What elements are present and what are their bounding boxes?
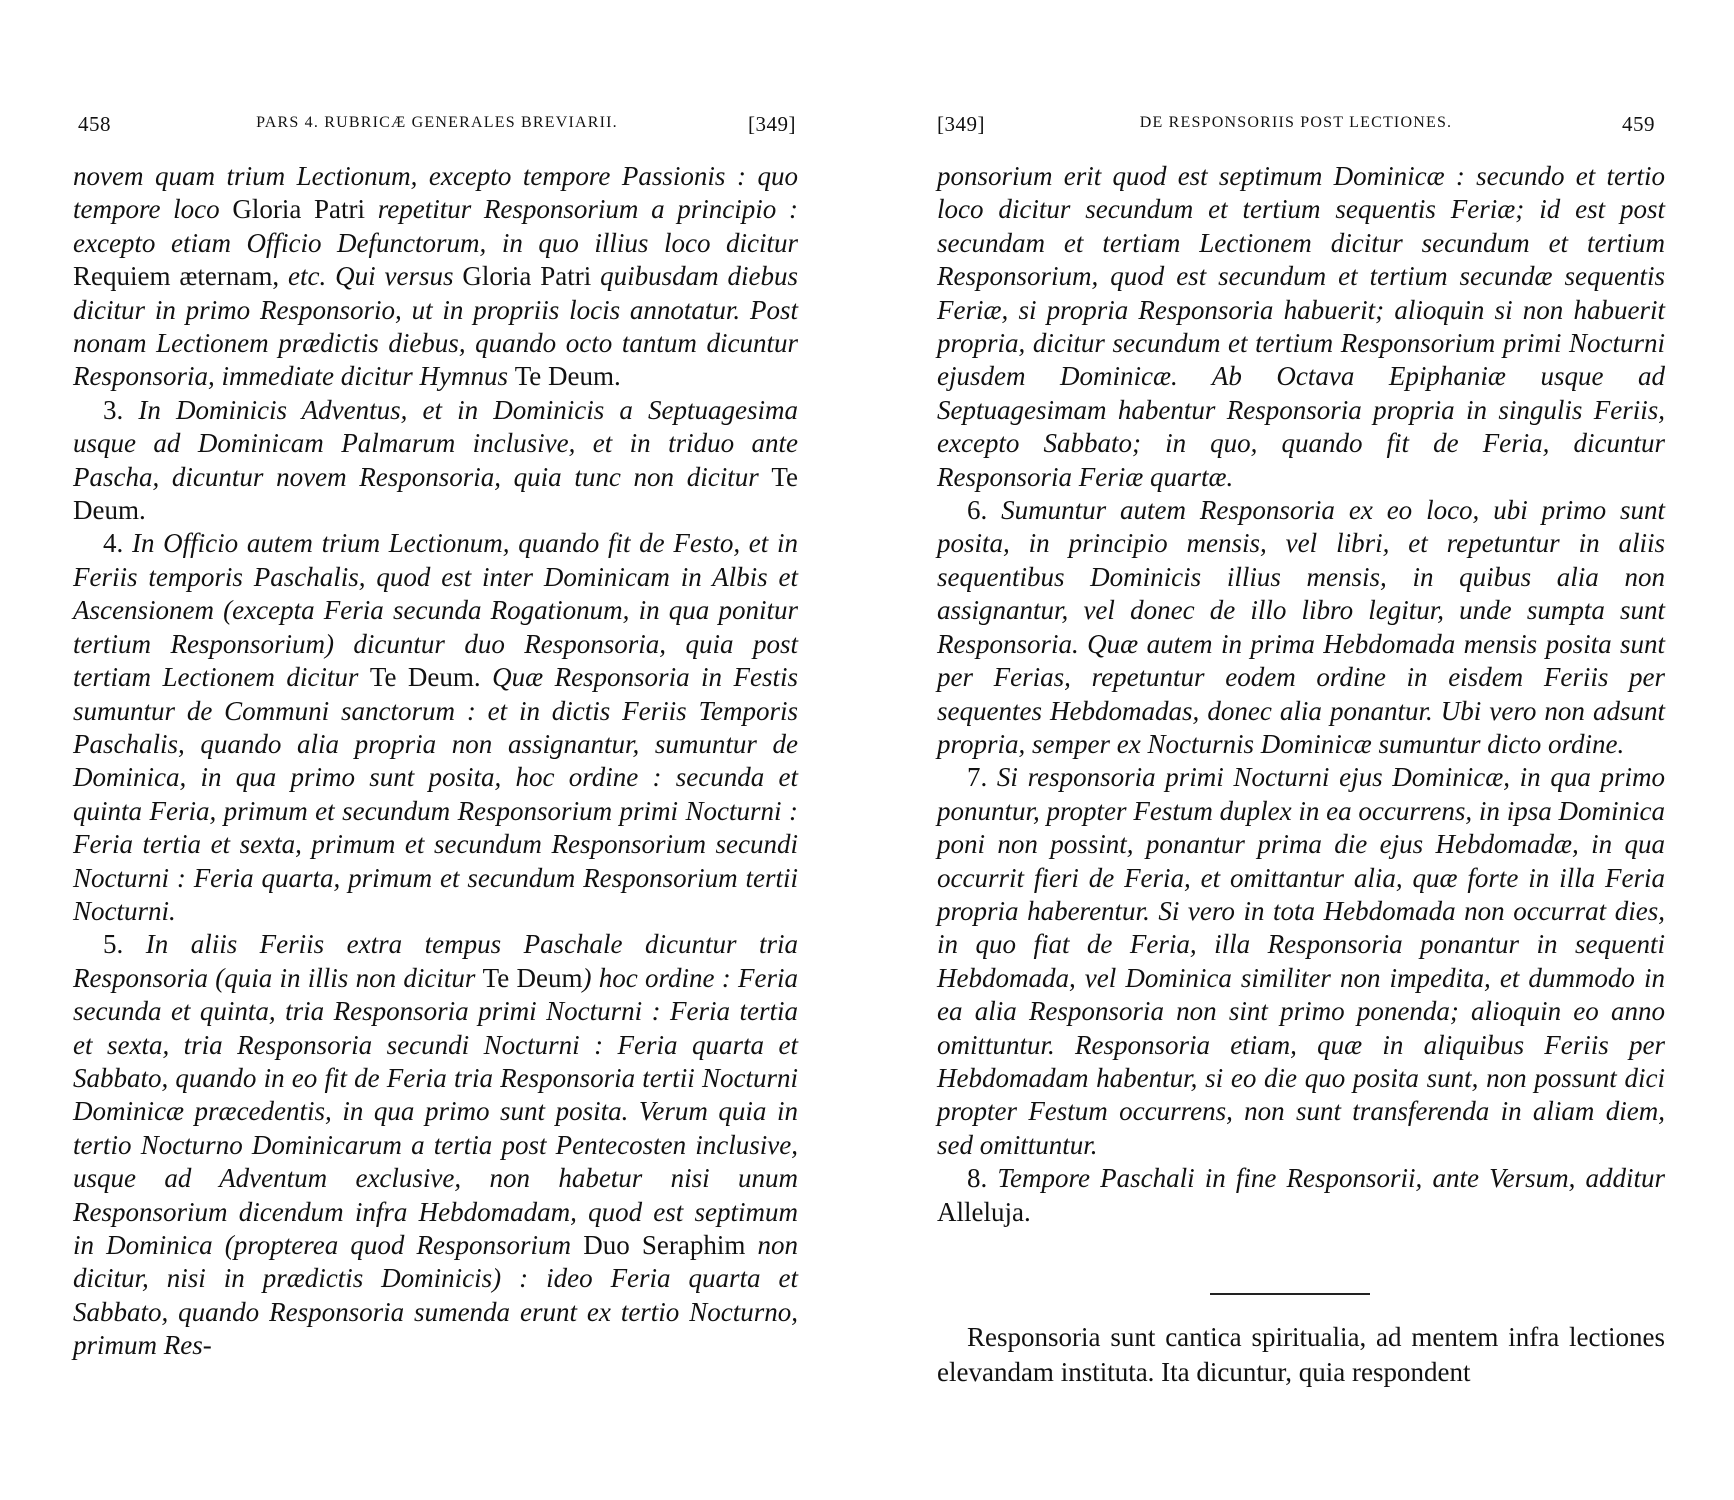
roman-text: Te Deum. [73,461,798,526]
italic-text: novem quam trium Lectionum, excepto tempore Passionis : quo tempore loco [73,161,798,225]
roman-text: Te Deum [482,962,583,993]
paragraph [73,527,798,928]
italic-text: In Dominicis Adventus, et in Dominicis a Septuagesima usque ad Dominicam Palmarum inclusive, et in triduo ante Pascha, dicuntur novem Responsoria, quia tunc non dicitur [73,394,799,492]
paragraph [73,160,798,394]
roman-text: Gloria Patri [232,194,366,225]
commentary-paragraph: Responsoria sunt cantica spiritualia, ad mentem infra lectiones elevandam instituta. Ita dicuntur, quia respondent [937,1322,1665,1387]
roman-text: Te Deum. [369,662,481,693]
section-divider [1210,1293,1370,1295]
italic-text: In aliis Feriis extra tempus Paschale dicuntur tria Responsoria (quia in illis non dicitur [73,929,798,993]
running-title: DE RESPONSORIIS POST LECTIONES. [1139,114,1453,131]
roman-text: 5. [103,929,146,960]
page-number: 458 [78,112,111,136]
section-reference: [349] [937,112,985,136]
roman-text: Te Deum. [514,361,621,392]
paragraph [937,494,1665,761]
paragraph [937,160,1665,494]
roman-text: 4. [103,528,132,559]
italic-text: Tempore Paschali in fine Responsorii, ante Versum, additur [997,1163,1666,1194]
italic-text: ) hoc ordine : Feria secunda et quinta, tria Responsoria primi Nocturni : Feria tertia et sexta, tria Responsoria secundi Nocturni : Feria quarta et Sabbato, quando in eo fit de Feria tria Responsoria tertii Nocturni Dominicæ præcedentis, in qua primo sunt posita. Verum quia in tertio Nocturno Dominicarum a tertia post Pentecosten inclusive, usque ad Adventum exclusive, non habetur nisi unum Responsorium dicendum infra Hebdomadam, quod est septimum in Dominica (propterea quod Responsorium [73,962,798,1260]
roman-text: 8. [967,1163,998,1194]
right-body-text [937,160,1665,1229]
paragraph [937,1162,1665,1229]
page-number: 459 [1622,112,1655,136]
italic-text: Sumuntur autem Responsoria ex eo loco, ubi primo sunt posita, in principio mensis, vel libri, et repetuntur in aliis sequentibus Dominicis illius mensis, in quibus alia non assignantur, vel donec de illo libro legitur, unde sumpta sunt Responsoria. Quæ autem in prima Hebdomada mensis posita sunt per Ferias, repetuntur eodem ordine in eisdem Feriis per sequentes Hebdomadas, donec alia ponantur. Ubi vero non adsunt propria, semper ex Nocturnis Dominicæ sumuntur dicto ordine. [937,495,1666,759]
paragraph [73,928,798,1362]
italic-text: ponsorium erit quod est septimum Dominicæ : secundo et tertio loco dicitur secundum et tertium sequentis Feriæ; id est post secundam et tertiam Lectionem dicitur secundum et tertium Responsorium, quod est secundum et tertium secundæ sequentis Feriæ, si propria Responsoria habuerit; alioquin si non habuerit propria, dicitur secundum et tertium Responsorium primi Nocturni ejusdem Dominicæ. Ab Octava Epiphaniæ usque ad Septuagesimam habentur Responsoria propria in singulis Feriis, excepto Sabbato; in quo, quando fit de Feria, dicuntur Responsoria Feriæ quartæ. [937,161,1665,492]
left-body-text [73,160,798,1363]
roman-text: Alleluja. [937,1196,1031,1227]
italic-text: Si responsoria primi Nocturni ejus Dominicæ, in qua primo ponuntur, propter Festum duplex in ea occurrens, in ipsa Dominica poni non possint, ponantur prima die ejus Hebdomadæ, in qua occurrit fieri de Feria, et omittantur alia, quæ forte in illa Feria propria haberentur. Si vero in tota Hebdomada non occurrat dies, in quo fiat de Feria, illa Responsoria ponantur in sequenti Hebdomada, vel Dominica similiter non impedita, et dummodo in ea alia Responsoria non sint primo ponenda; alioquin eo anno omittuntur. Responsoria etiam, quæ in aliquibus Feriis per Hebdomadam habentur, si eo die quo posita sunt, non possunt dici propter Festum occurrens, non sunt transferenda in aliam diem, sed omittuntur. [937,762,1665,1160]
italic-text: non dicitur, nisi in prædictis Dominicis) : ideo Feria quarta et Sabbato, quando Responsoria sumenda erunt ex tertio Nocturno, primum Res- [73,1230,798,1361]
italic-text: quibusdam diebus dicitur in primo Responsorio, ut in propriis locis annotatur. Post nonam Lectionem prædictis diebus, quando octo tantum dicuntur Responsoria, immediate dicitur Hymnus [73,261,798,392]
paragraph [73,394,798,528]
paragraph [937,761,1665,1162]
left-running-head [78,112,796,142]
section-reference: [349] [748,112,796,136]
roman-text: 3. [103,394,139,425]
italic-text: Quæ Responsoria in Festis sumuntur de Communi sanctorum : et in dictis Feriis Temporis Paschalis, quando alia propria non assignantur, sumuntur de Dominica, in qua primo sunt posita, hoc ordine : secunda et quinta Feria, primum et secundum Responsorium primi Nocturni : Feria tertia et sexta, primum et secundum Responsorium secundi Nocturni : Feria quarta, primum et secundum Responsorium tertii Nocturni. [73,662,798,926]
right-running-head [937,112,1655,142]
roman-text: Requiem æternam, [73,261,288,292]
roman-text: Gloria Patri [462,261,592,292]
right-page [867,0,1734,1500]
italic-text: In Officio autem trium Lectionum, quando fit de Festo, et in Feriis temporis Paschalis, quod est inter Dominicam in Albis et Ascensionem (excepta Feria secunda Rogationum, in qua ponitur tertium Responsorium) dicuntur duo Responsoria, quia post tertiam Lectionem dicitur [73,528,799,693]
roman-text: 6. [967,495,1002,526]
roman-text: 7. [967,762,997,793]
roman-text: Duo Seraphim [583,1230,746,1260]
running-title: PARS 4. RUBRICÆ GENERALES BREVIARII. [256,114,618,131]
italic-text: etc. Qui versus [287,261,463,292]
italic-text: repetitur Responsorium a principio : excepto etiam Officio Defunctorum, in quo illius loco dicitur [73,194,798,258]
